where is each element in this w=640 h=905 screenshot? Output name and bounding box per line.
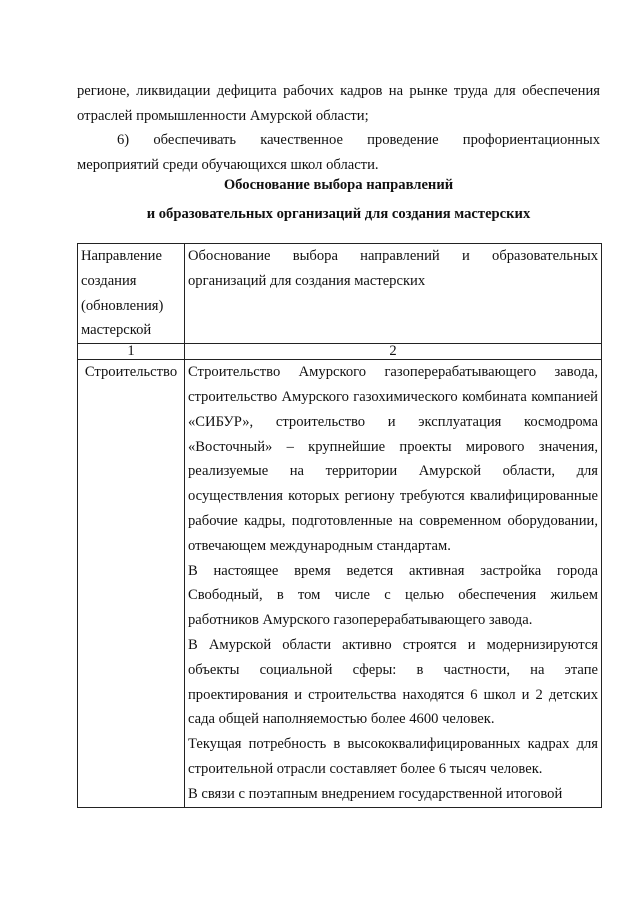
continuation-paragraph: регионе, ликвидации дефицита рабочих кадров на рынке труда для обеспечения отраслей промышленности Амурской области; [77,83,600,124]
justification-paragraph: В связи с поэтапным внедрением государственной итоговой [188,785,563,802]
table-row [78,360,602,807]
section-heading-line-1: Обоснование выбора направлений [223,177,454,193]
justification-paragraph: Строительство Амурского газоперерабатывающего завода, строительство Амурского газохимического комбината компанией «СИБУР», строительство и эксплуатация космодрома «Восточный» – крупнейшие проекты мирового значения, реализуемые на территории Амурской области, для осуществления которых региону требуются квалифицированные рабочие кадры, подготовленные на современном оборудовании, отвечающем международным стандартам. [188,364,598,554]
section-heading-line-2: и образовательных организаций для создания мастерских [146,206,531,222]
justification-paragraph: В Амурской области активно строятся и модернизируются объекты социальной сферы: в частности, на этапе проектирования и строительства находятся 6 школ и 2 детских сада общей наполняемостью более 4600 человек. [188,636,598,728]
table-header-row [78,244,602,344]
justification-cell [185,360,602,807]
item-6-paragraph: 6) обеспечивать качественное проведение профориентационных мероприятий среди обучающихся школ области. [77,132,600,173]
justification-table [77,243,602,808]
column-number-row [78,344,602,360]
direction-cell: Строительство [78,360,185,807]
justification-paragraph: В настоящее время ведется активная застройка города Свободный, в том числе с целью обеспечения жильем работников Амурского газоперерабатывающего завода. [188,562,598,629]
header-cell-direction: Направление создания (обновления) мастерской [78,244,185,344]
column-number-2: 2 [185,344,602,360]
justification-paragraph: Текущая потребность в высококвалифицированных кадрах для строительной отрасли составляет более 6 тысяч человек. [188,736,598,777]
column-number-1: 1 [78,344,185,360]
header-cell-justification: Обоснование выбора направлений и образовательных организаций для создания мастерских [185,244,602,344]
